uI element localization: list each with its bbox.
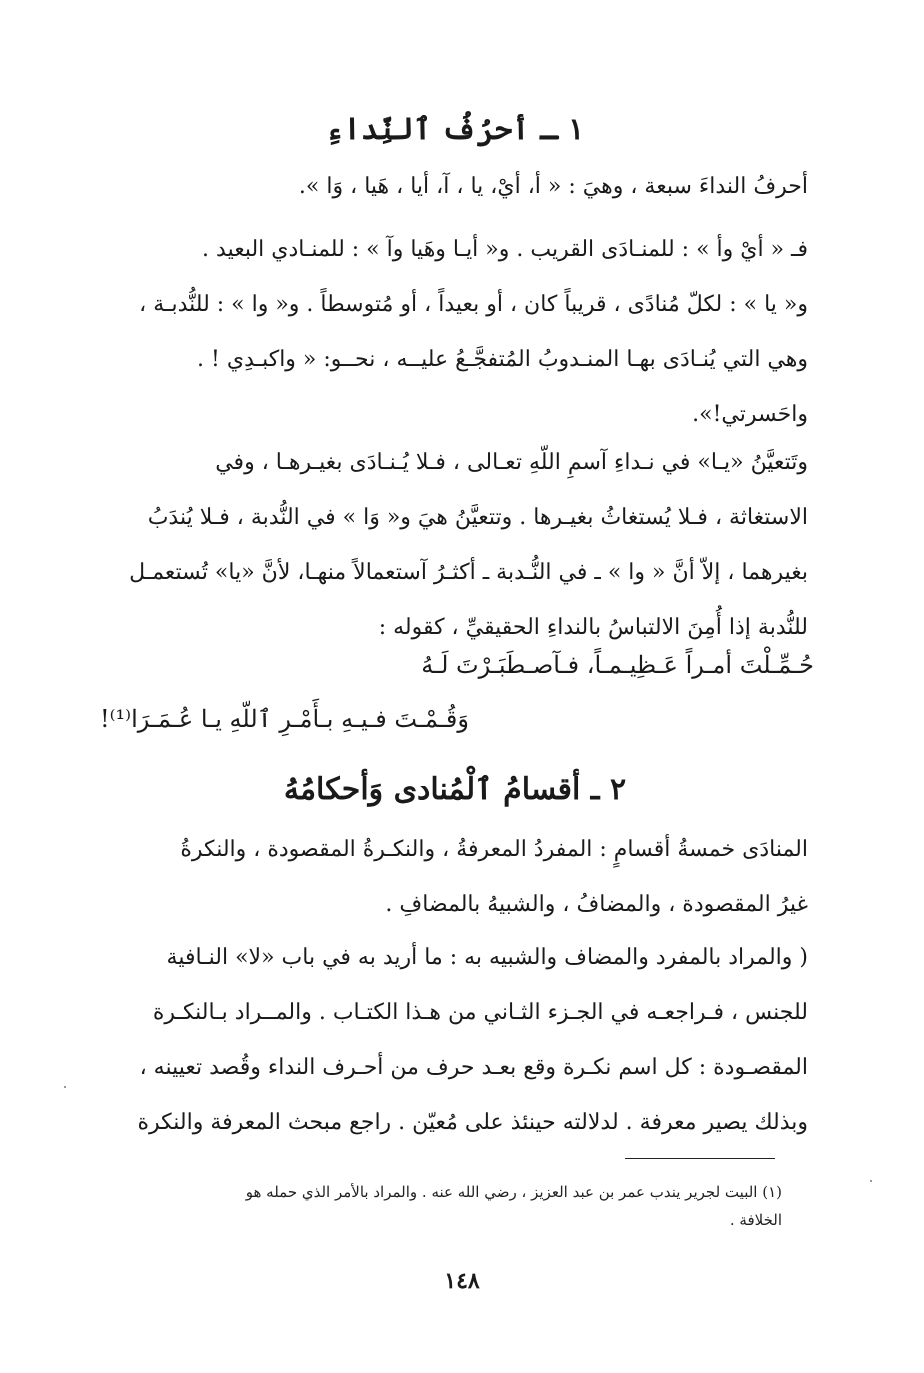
text-line: وبذلك يصير معرفة . لدلالته حينئذ على مُعيّن . راجع مبحث المعرفة والنكرة xyxy=(137,1110,808,1135)
verse-line-2: وَقُـمْـتَ فـيـهِ بـأَمْـرِ ٱللّهِ يـا عُـمَـرَا⁽¹⁾! xyxy=(100,705,469,733)
text-line: و« يا » : لكلّ مُنادًى ، قريباً كان ، أو بعيداً ، أو مُتوسطاً . و« وا » : للنُّدبـة ، xyxy=(139,292,808,317)
paragraph-letters-list xyxy=(102,159,808,214)
text-line: وتَتعيَّنُ «يـا» في نـداءِ آسمِ اللّهِ تعـالى ، فـلا يُـنـادَى بغيـرهـا ، وفي xyxy=(215,450,808,475)
text-line: فـ « أيْ وأ » : للمنـادَى القريب . و« أيـا وهَيا وآ » : للمنـادي البعيد . xyxy=(202,237,808,262)
footnote-separator xyxy=(625,1158,775,1159)
section-2-heading: ٢ ـ أقسامُ ٱلْمُنادى وَأحكامُهُ xyxy=(283,772,627,807)
verse-line-1: حُـمِّـلْتَ أمـراً عَـظِيـمـاً، فـآصـطَبَـرْتَ لَـهُ xyxy=(421,651,814,679)
text-line: وهي التي يُنـادَى بهـا المنـدوبُ المُتفجَّـعُ عليــه ، نحــو: « واكبـدِي ! . xyxy=(197,347,808,372)
text-line: واحَسرتي!». xyxy=(692,402,808,427)
text-line: المنادَى خمسةُ أقسامٍ : المفردُ المعرفةُ ، والنكـرةُ المقصودة ، والنكرةُ xyxy=(180,837,808,862)
scan-speck xyxy=(870,1180,872,1182)
footnote xyxy=(102,1178,782,1234)
text-line: ( والمراد بالمفرد والمضاف والشبيه به : ما أريد به في باب «لا» النـافية xyxy=(166,945,808,970)
text-line: بغيرهما ، إلاّ أنَّ « وا » ـ في النُّـدبة ـ أكثـرُ آستعمالاً منهـا، لأنَّ «يا» تُستعمـل xyxy=(129,560,808,585)
paragraph-definitions xyxy=(102,930,808,1150)
text-line: للجنس ، فـراجعـه في الجـزء الثـاني من هـذا الكتـاب . والمــراد بـالنكـرة xyxy=(152,1000,808,1025)
paragraph-ya-usage xyxy=(102,435,808,655)
text-line: غيرُ المقصودة ، والمضافُ ، والشبيهُ بالمضافِ . xyxy=(385,892,808,917)
scan-speck xyxy=(64,1086,66,1088)
section-1-heading: ١ ـ أحرُفُ ٱلنِّداءِ xyxy=(325,112,585,147)
paragraph-munada-types xyxy=(102,822,808,932)
text-line: للنُّدبة إذا أُمِنَ الالتباسُ بالنداءِ الحقيقيِّ ، كقوله : xyxy=(378,615,808,640)
page-number: ١٤٨ xyxy=(444,1268,480,1294)
footnote-line: الخلافة . xyxy=(729,1211,782,1229)
text-line: أحرفُ النداءَ سبعة ، وهيَ : « أ، أيْ، يا ، آ، أيا ، هَيا ، وَا ». xyxy=(298,174,808,199)
paragraph-letters-usage xyxy=(102,222,808,442)
text-line: المقصـودة : كل اسم نكـرة وقع بعـد حرف من أحـرف النداء وقُصد تعيينه ، xyxy=(139,1055,808,1080)
footnote-line: (١) البيت لجرير يندب عمر بن عبد العزيز ، رضي الله عنه . والمراد بالأمر الذي حمله هو xyxy=(245,1183,782,1201)
text-line: الاستغاثة ، فـلا يُستغاثُ بغيـرها . وتتعيَّنُ هيَ و« وَا » في النُّدبة ، فـلا يُندَبُ xyxy=(147,505,808,530)
